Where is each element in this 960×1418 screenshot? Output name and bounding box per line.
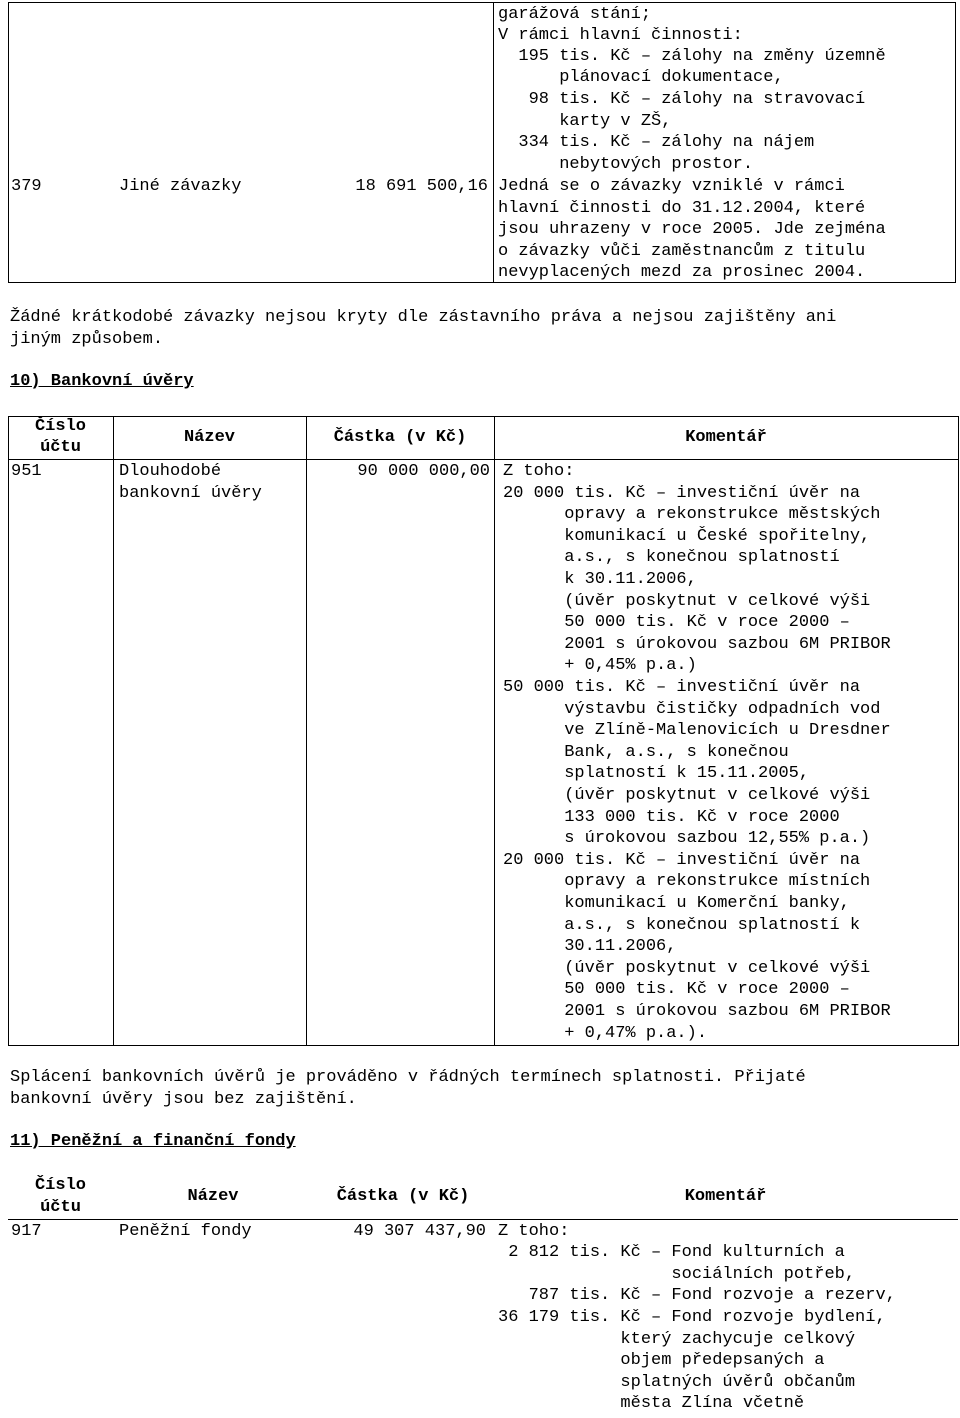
paragraph-line: Žádné krátkodobé závazky nejsou kryty dle zástavního práva a nejsou zajištěny ani xyxy=(10,308,837,327)
table-border-left xyxy=(8,416,9,1046)
account-name: bankovní úvěry xyxy=(119,484,262,503)
header-amount: Částka (v Kč) xyxy=(336,1187,470,1206)
account-number: 951 xyxy=(11,462,42,481)
comment-line: 20 000 tis. Kč – investiční úvěr na xyxy=(503,484,861,503)
comment-line: (úvěr poskytnut v celkové výši xyxy=(503,959,871,978)
comment-line: 2001 s úrokovou sazbou 6M PRIBOR xyxy=(503,635,891,654)
comment-line: nebytových prostor. xyxy=(498,155,754,174)
comment-line: města Zlína včetně xyxy=(498,1394,805,1413)
comment-line: + 0,45% p.a.) xyxy=(503,656,697,675)
section-heading-bank-loans: 10) Bankovní úvěry xyxy=(10,372,194,391)
comment-line: Bank, a.s., s konečnou xyxy=(503,743,789,762)
comment-line: Jedná se o závazky vzniklé v rámci xyxy=(498,177,845,196)
comment-line: hlavní činnosti do 31.12.2004, které xyxy=(498,199,866,218)
comment-line: 50 000 tis. Kč v roce 2000 – xyxy=(503,980,850,999)
header-account: Číslo xyxy=(34,417,86,436)
amount: 49 307 437,90 xyxy=(353,1222,486,1241)
column-divider xyxy=(306,416,307,1046)
comment-line: nevyplacených mezd za prosinec 2004. xyxy=(498,263,866,282)
comment-line: s úrokovou sazbou 12,55% p.a.) xyxy=(503,829,871,848)
comment-line: plánovací dokumentace, xyxy=(498,68,784,87)
comment-line: 787 tis. Kč – Fond rozvoje a rezerv, xyxy=(498,1286,896,1305)
comment-line: (úvěr poskytnut v celkové výši xyxy=(503,592,871,611)
comment-line: 36 179 tis. Kč – Fond rozvoje bydlení, xyxy=(498,1308,886,1327)
comment-line: 50 000 tis. Kč v roce 2000 – xyxy=(503,613,850,632)
comment-line: splatností k 15.11.2005, xyxy=(503,764,810,783)
paragraph-line: Splácení bankovních úvěrů je prováděno v řádných termínech splatnosti. Přijaté xyxy=(10,1068,806,1087)
header-comment: Komentář xyxy=(685,428,767,447)
header-account: účtu xyxy=(40,438,81,457)
comment-line: komunikací u České spořitelny, xyxy=(503,527,871,546)
amount: 18 691 500,16 xyxy=(355,177,488,196)
table-border-bottom xyxy=(8,1045,959,1046)
column-divider xyxy=(494,416,495,1046)
comment-line: 133 000 tis. Kč v roce 2000 xyxy=(503,808,840,827)
paragraph-line: bankovní úvěry jsou bez zajištění. xyxy=(10,1090,357,1109)
table-border-right xyxy=(958,416,959,1046)
account-name: Jiné závazky xyxy=(119,177,242,196)
account-name: Peněžní fondy xyxy=(119,1222,252,1241)
comment-line: 195 tis. Kč – zálohy na změny územně xyxy=(498,47,886,66)
comment-line: 20 000 tis. Kč – investiční úvěr na xyxy=(503,851,861,870)
comment-line: ve Zlíně-Malenovicích u Dresdner xyxy=(503,721,891,740)
comment-line: + 0,47% p.a.). xyxy=(503,1024,708,1043)
comment-line: 2 812 tis. Kč – Fond kulturních a xyxy=(498,1243,845,1262)
header-comment: Komentář xyxy=(684,1187,767,1206)
comment-line: 2001 s úrokovou sazbou 6M PRIBOR xyxy=(503,1002,891,1021)
table-border-top xyxy=(8,2,956,3)
comment-line: a.s., s konečnou splatností xyxy=(503,548,840,567)
table-border-left xyxy=(8,2,9,282)
comment-line: (úvěr poskytnut v celkové výši xyxy=(503,786,871,805)
comment-line: 30.11.2006, xyxy=(503,937,677,956)
comment-line: komunikací u Komerční banky, xyxy=(503,894,850,913)
comment-line: 334 tis. Kč – zálohy na nájem xyxy=(498,133,815,152)
comment-line: jsou uhrazeny v roce 2005. Jde zejména xyxy=(498,220,886,239)
header-name: Název xyxy=(183,428,235,447)
header-account: účtu xyxy=(40,1198,81,1217)
comment-line: garážová stání; xyxy=(498,5,652,24)
comment-line: V rámci hlavní činnosti: xyxy=(498,26,743,45)
header-account: Číslo xyxy=(34,1176,86,1195)
header-separator xyxy=(8,1219,958,1220)
comment-line: 50 000 tis. Kč – investiční úvěr na xyxy=(503,678,861,697)
table-column-divider xyxy=(493,2,494,282)
comment-line: karty v ZŠ, xyxy=(498,112,672,131)
section-heading-funds: 11) Peněžní a finanční fondy xyxy=(10,1132,296,1151)
header-separator xyxy=(8,459,959,460)
comment-line: splatných úvěrů občanům xyxy=(498,1373,856,1392)
comment-line: který zachycuje celkový xyxy=(498,1330,856,1349)
column-divider xyxy=(113,416,114,1046)
account-name: Dlouhodobé xyxy=(119,462,222,481)
comment-line: sociálních potřeb, xyxy=(498,1265,856,1284)
comment-line: Z toho: xyxy=(503,462,575,481)
account-number: 379 xyxy=(11,177,42,196)
comment-line: výstavbu čističky odpadních vod xyxy=(503,700,881,719)
comment-line: objem předepsaných a xyxy=(498,1351,825,1370)
comment-line: opravy a rekonstrukce městských xyxy=(503,505,881,524)
header-name: Název xyxy=(187,1187,239,1206)
table-border-top xyxy=(8,416,959,417)
comment-line: 98 tis. Kč – zálohy na stravovací xyxy=(498,90,866,109)
comment-line: a.s., s konečnou splatností k xyxy=(503,916,861,935)
table-border-right xyxy=(955,2,956,282)
paragraph-line: jiným způsobem. xyxy=(10,330,164,349)
header-amount: Částka (v Kč) xyxy=(333,428,467,447)
comment-line: o závazky vůči zaměstnancům z titulu xyxy=(498,242,866,261)
comment-line: opravy a rekonstrukce místních xyxy=(503,872,871,891)
comment-line: Z toho: xyxy=(498,1222,570,1241)
comment-line: k 30.11.2006, xyxy=(503,570,697,589)
amount: 90 000 000,00 xyxy=(357,462,490,481)
account-number: 917 xyxy=(11,1222,42,1241)
